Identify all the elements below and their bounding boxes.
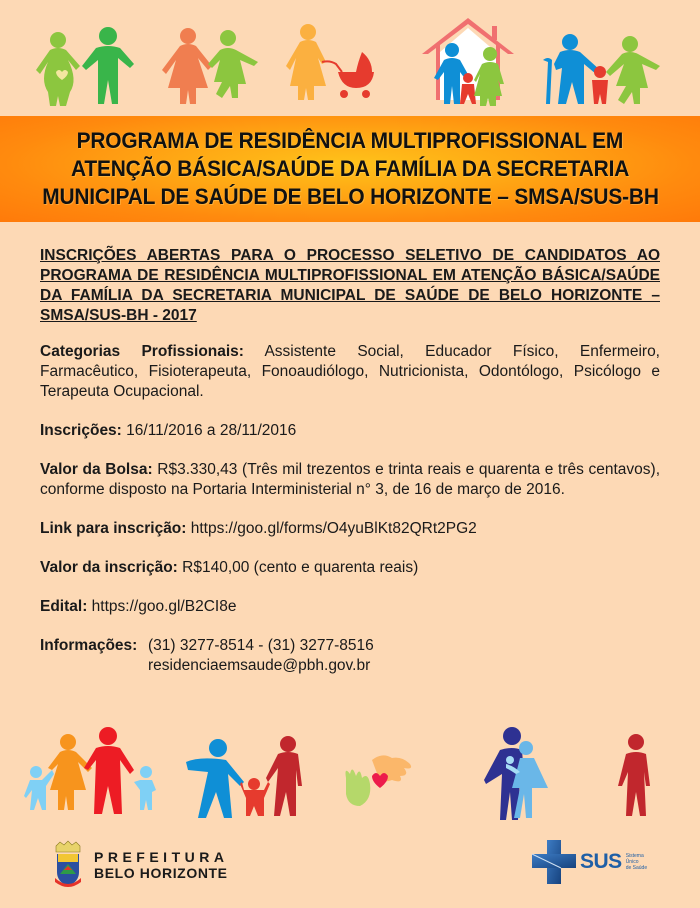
informacoes-block [40,636,660,676]
categorias-paragraph [40,342,660,402]
sus-sub-line-2: Único [625,859,639,865]
bottom-illustration-strip [0,710,700,822]
parents-child-icon [186,736,302,818]
categorias-label: Categorias Profissionais: [40,343,244,360]
valor-inscricao-value: R$140,00 (cento e quarenta reais) [177,559,419,576]
pbh-logo-line-2: BELO HORIZONTE [94,865,228,881]
edital-link[interactable]: https://goo.gl/B2CI8e [87,598,237,615]
sus-sub-line-1: Sistema [625,853,644,859]
single-person-icon [618,734,650,816]
top-illustration-strip [0,0,700,112]
family-of-four-icon [24,727,156,814]
sus-sub-line-3: de Saúde [625,865,648,871]
family-house-icon [422,18,514,106]
bolsa-paragraph [40,460,660,500]
city-coat-of-arms-icon [52,840,84,890]
couple-baby-icon [484,727,548,820]
banner-title-line-3: MUNICIPAL DE SAÚDE DE BELO HORIZONTE – SMSA/SUS-BH [41,184,659,209]
sus-logo-wordmark: SUS [580,850,622,873]
announcement-headline: INSCRIÇÕES ABERTAS PARA O PROCESSO SELETIVO DE CANDIDATOS AO PROGRAMA DE RESIDÊNCIA MULTIPROFISSIONAL EM ATENÇÃO BÁSICA/SAÚDE DA FAMÍLIA DA SECRETARIA MUNICIPAL DE SAÚDE DE BELO HORIZONTE – SMSA/SUS-BH - 2017 [40,247,660,324]
sus-logo [530,838,647,886]
caring-hands-heart-icon [346,755,412,806]
sus-cross-icon [530,838,578,886]
inscricoes-paragraph [40,421,660,441]
informacoes-email[interactable]: residenciaemsaude@pbh.gov.br [148,657,371,674]
inscricoes-value: 16/11/2016 a 28/11/2016 [121,422,297,439]
mother-stroller-icon [286,24,374,100]
pbh-logo-line-1: PREFEITURA [94,849,229,865]
informacoes-label: Informações: [40,637,138,654]
title-banner [0,116,700,222]
announcement-body [40,246,660,676]
link-label: Link para inscrição: [40,520,187,537]
edital-label: Edital: [40,598,88,615]
inscricoes-label: Inscrições: [40,422,122,439]
bolsa-value: R$3.330,43 (Três mil trezentos e trinta reais e quarenta e três centavos), conforme disposto na Portaria Interministerial n° 3, de 16 de março de 2016. [40,461,660,498]
registration-link[interactable]: https://goo.gl/forms/O4yuBlKt82QRt2PG2 [186,520,477,537]
bolsa-label: Valor da Bolsa: [40,461,153,478]
banner-title-line-1: PROGRAMA DE RESIDÊNCIA MULTIPROFISSIONAL EM [76,128,624,153]
valor-inscricao-paragraph [40,558,660,578]
prefeitura-bh-logo [52,840,228,890]
informacoes-phones: (31) 3277-8514 - (31) 3277-8516 [148,637,374,654]
valor-inscricao-label: Valor da inscrição: [40,559,178,576]
categorias-value: Assistente Social, Educador Físico, Enfermeiro, Farmacêutico, Fisioterapeuta, Fonoaudiólogo, Nutricionista, Odontólogo, Psicólogo e Terapeuta Ocupacional. [40,343,660,400]
edital-paragraph [40,597,660,617]
mother-daughter-icon [162,28,258,104]
banner-title-line-2: ATENÇÃO BÁSICA/SAÚDE DA FAMÍLIA DA SECRETARIA [70,156,630,181]
grandparent-child-icon [543,34,660,104]
link-paragraph [40,519,660,539]
pregnant-couple-icon [36,27,134,106]
